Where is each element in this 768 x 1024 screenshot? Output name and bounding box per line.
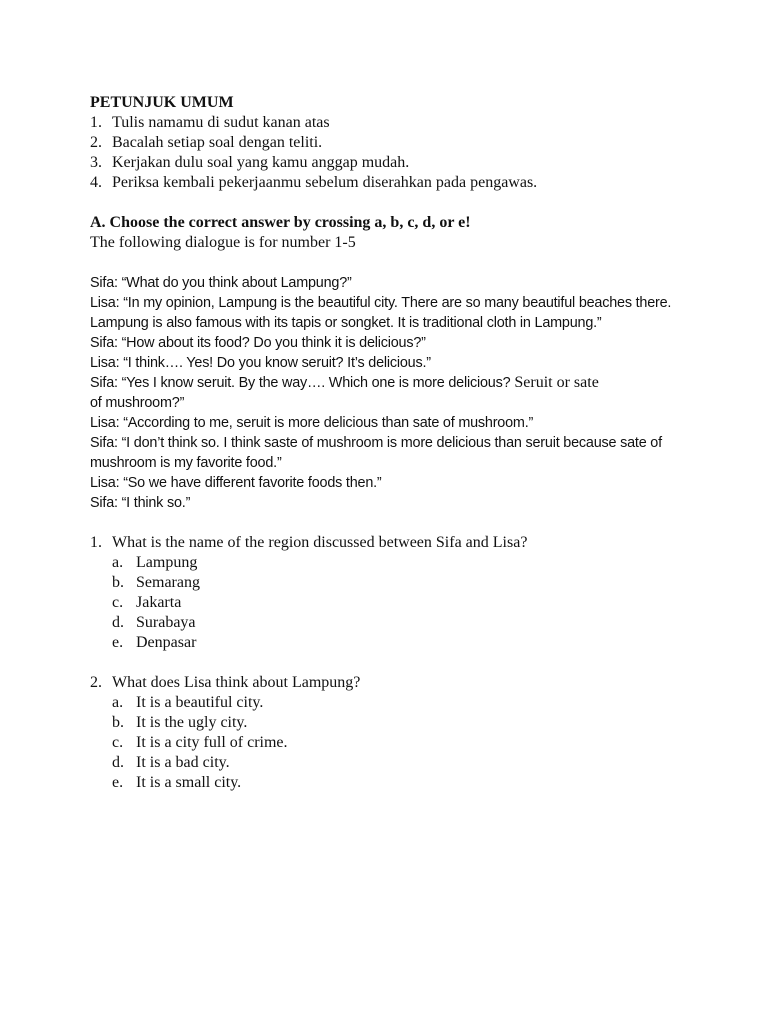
instruction-number: 3. [90, 154, 102, 171]
spacer [90, 653, 690, 673]
option-text: It is the ugly city. [136, 714, 248, 731]
dialogue-line: Lisa: “In my opinion, Lampung is the beautiful city. There are so many beautiful beaches there. Lampung is also famous with its tapis or songket. It is traditional cloth in Lampung.” [90, 295, 672, 331]
instruction-item [90, 133, 690, 153]
answer-option [90, 693, 690, 713]
option-text: Lampung [136, 554, 198, 571]
question-stem [90, 533, 690, 553]
question-stem [90, 673, 690, 693]
option-letter: d. [112, 614, 124, 631]
question-number: 2. [90, 674, 102, 691]
dialogue-line: Lisa: “So we have different favorite foods then.” [90, 475, 382, 491]
question-1 [90, 533, 690, 653]
option-letter: e. [112, 774, 124, 791]
answer-options [90, 693, 690, 793]
instruction-text: Kerjakan dulu soal yang kamu anggap mudah. [112, 154, 410, 171]
option-text: Denpasar [136, 634, 197, 651]
answer-option [90, 553, 690, 573]
option-letter: b. [112, 714, 124, 731]
answer-option [90, 733, 690, 753]
instruction-number: 1. [90, 114, 102, 131]
spacer [90, 513, 690, 533]
dialogue-line-serif-run: Seruit or sate [510, 374, 599, 391]
question-text: What does Lisa think about Lampung? [112, 674, 361, 691]
answer-options [90, 553, 690, 653]
instruction-number: 4. [90, 174, 102, 191]
answer-option [90, 773, 690, 793]
dialogue-line-text: Sifa: “Yes I know seruit. By the way…. Which one is more delicious? [90, 375, 511, 391]
option-text: Jakarta [136, 594, 182, 611]
instruction-item [90, 153, 690, 173]
question-number: 1. [90, 534, 102, 551]
instruction-number: 2. [90, 134, 102, 151]
option-letter: a. [112, 694, 124, 711]
dialogue-line: Sifa: “I think so.” [90, 495, 191, 511]
option-letter: b. [112, 574, 124, 591]
instruction-item [90, 113, 690, 133]
dialogue-line-continuation: of mushroom?” [90, 395, 185, 411]
option-letter: a. [112, 554, 124, 571]
option-text: Semarang [136, 574, 200, 591]
instruction-text: Bacalah setiap soal dengan teliti. [112, 134, 323, 151]
option-text: It is a bad city. [136, 754, 230, 771]
dialogue-line: Sifa: “What do you think about Lampung?” [90, 275, 352, 291]
dialogue-line: Lisa: “I think…. Yes! Do you know seruit? It’s delicious.” [90, 355, 431, 371]
option-letter: e. [112, 634, 124, 651]
option-letter: c. [112, 734, 124, 751]
section-a-intro: The following dialogue is for number 1-5 [90, 234, 356, 251]
question-2 [90, 673, 690, 793]
instruction-item [90, 173, 690, 193]
answer-option [90, 713, 690, 733]
answer-option [90, 613, 690, 633]
option-text: It is a city full of crime. [136, 734, 288, 751]
question-text: What is the name of the region discussed between Sifa and Lisa? [112, 534, 528, 551]
spacer [90, 193, 690, 213]
spacer [90, 253, 690, 273]
answer-option [90, 633, 690, 653]
option-text: It is a beautiful city. [136, 694, 264, 711]
dialogue-line [90, 373, 680, 413]
section-a [90, 213, 690, 253]
answer-option [90, 573, 690, 593]
general-instructions [90, 93, 690, 193]
option-text: Surabaya [136, 614, 196, 631]
section-a-heading: A. Choose the correct answer by crossing a, b, c, d, or e! [90, 214, 471, 231]
dialogue-line: Sifa: “How about its food? Do you think it is delicious?” [90, 335, 426, 351]
instruction-text: Tulis namamu di sudut kanan atas [112, 114, 330, 131]
exam-page [90, 93, 690, 793]
dialogue [90, 273, 690, 513]
option-letter: d. [112, 754, 124, 771]
option-text: It is a small city. [136, 774, 242, 791]
dialogue-line: Lisa: “According to me, seruit is more delicious than sate of mushroom.” [90, 415, 534, 431]
option-letter: c. [112, 594, 124, 611]
answer-option [90, 593, 690, 613]
instructions-heading: PETUNJUK UMUM [90, 94, 234, 111]
instruction-text: Periksa kembali pekerjaanmu sebelum diserahkan pada pengawas. [112, 174, 538, 191]
dialogue-line: Sifa: “I don’t think so. I think saste of mushroom is more delicious than seruit because sate of mushroom is my favorite food.” [90, 435, 662, 471]
instructions-list [90, 113, 690, 193]
answer-option [90, 753, 690, 773]
